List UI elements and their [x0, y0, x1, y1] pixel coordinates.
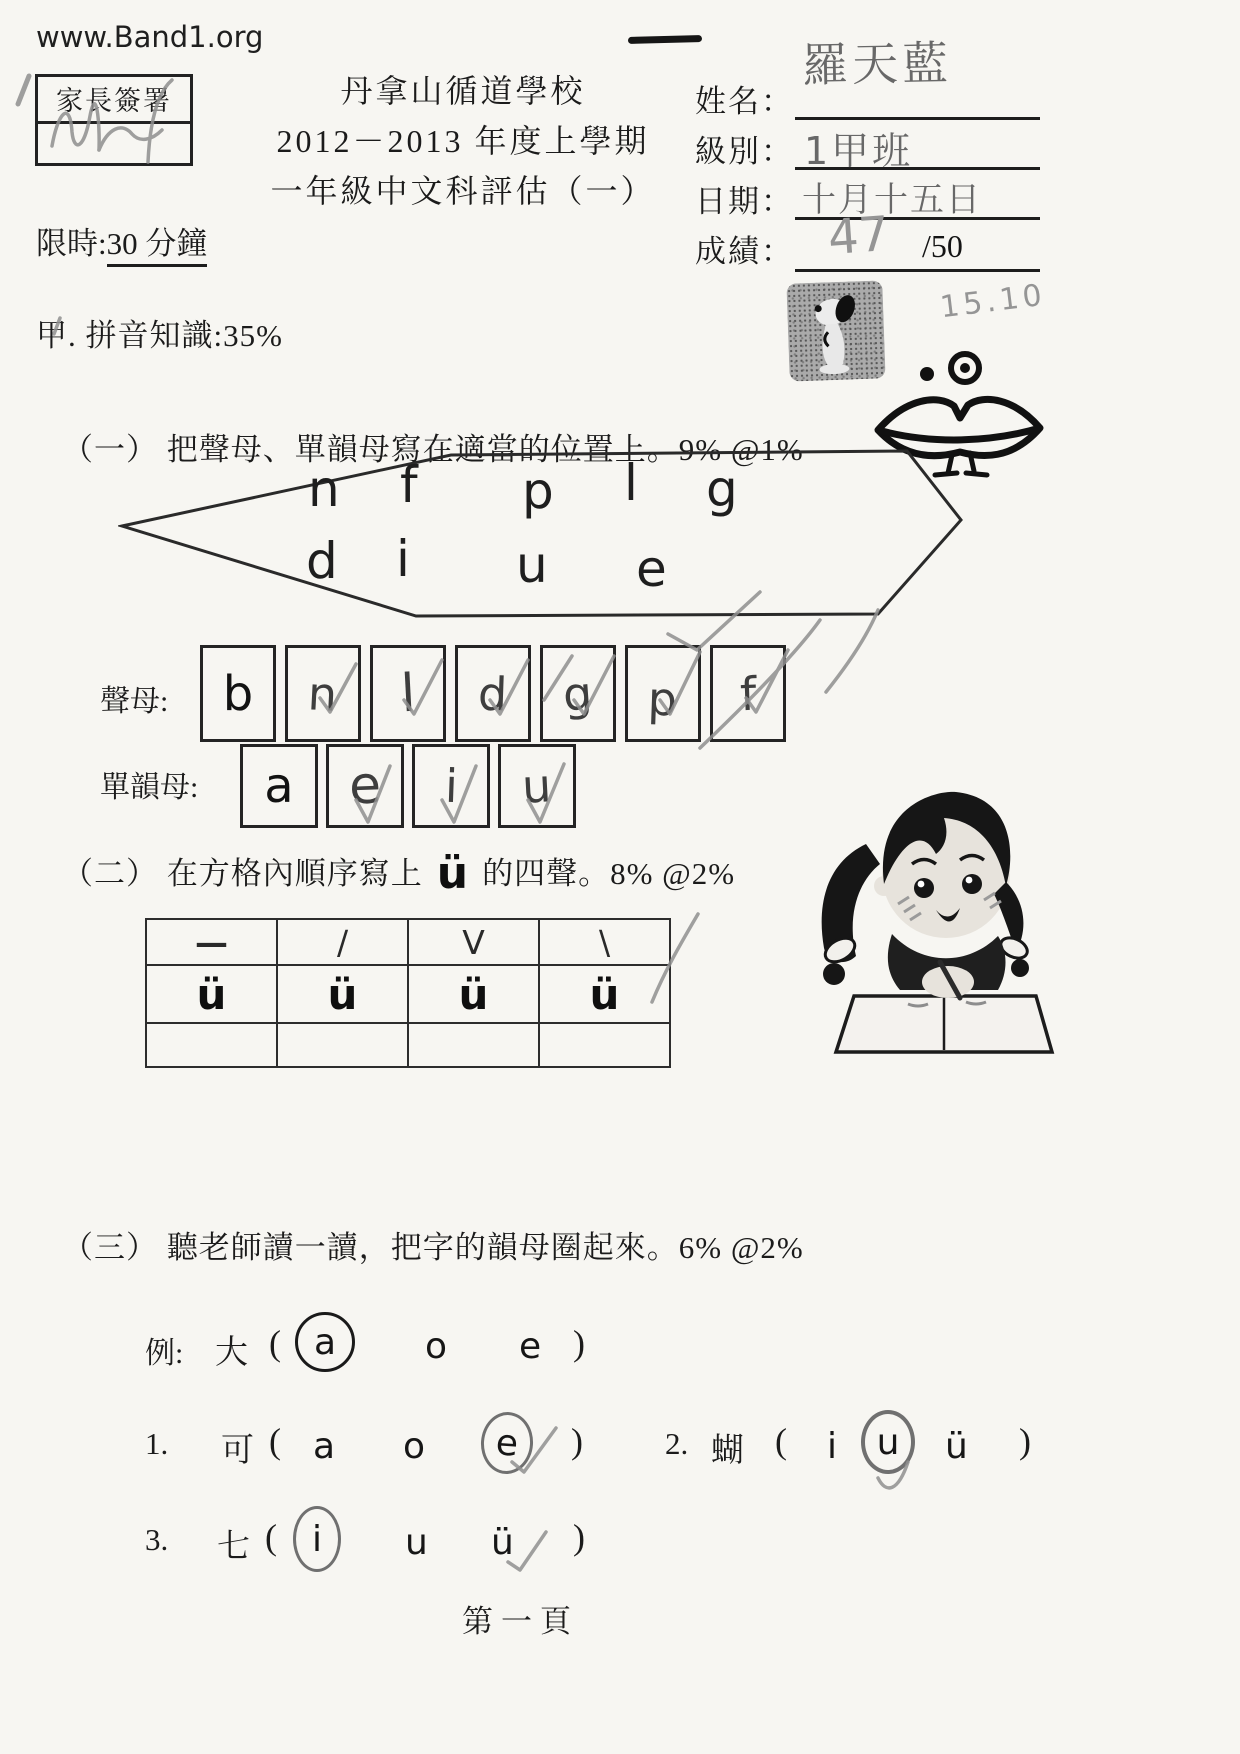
- shengmu-answer-handwritten: p: [647, 671, 679, 726]
- term-line: 2012－2013 年度上學期: [276, 123, 650, 159]
- empty-cell: [277, 1023, 408, 1067]
- shengmu-answer-handwritten: d: [477, 666, 509, 721]
- class-label: 級別：: [695, 134, 794, 169]
- score-value-handwritten: 47: [826, 205, 891, 267]
- tone-answer: ü: [196, 969, 227, 1019]
- danyunmu-box: [240, 744, 318, 828]
- open-paren: (: [269, 1421, 281, 1461]
- pool-letter: f: [400, 456, 418, 514]
- item-char: 蝴: [711, 1433, 744, 1469]
- q3-row-2: [145, 1508, 745, 1588]
- item-option: ü: [945, 1426, 968, 1467]
- parent-signature-box: [35, 74, 193, 166]
- handwritten-dash-mark: [628, 35, 702, 44]
- pencil-stroke: [826, 610, 878, 692]
- open-paren: (: [265, 1517, 277, 1557]
- score-label: 成績：: [695, 234, 794, 269]
- q3-example-row: [145, 1312, 745, 1384]
- name-label: 姓名：: [695, 84, 794, 119]
- time-limit-label: 限時:: [36, 226, 107, 261]
- empty-cell: [408, 1023, 539, 1067]
- item-char: 可: [221, 1433, 254, 1469]
- snoopy-stamp-icon: [786, 280, 885, 381]
- shengmu-answer-handwritten: l: [399, 663, 417, 724]
- date-value-handwritten: 十月十五日: [802, 180, 982, 220]
- empty-cell: [539, 1023, 670, 1067]
- example-option: e: [519, 1326, 542, 1367]
- item-option: ü: [491, 1522, 514, 1563]
- pool-letter: l: [624, 454, 638, 512]
- open-paren: (: [775, 1421, 787, 1461]
- q2-title-suffix: 的四聲。8% @2%: [482, 856, 736, 891]
- tone-marks-row: [146, 919, 670, 965]
- q3-row-1: [145, 1412, 1095, 1492]
- shengmu-answer-handwritten: f: [738, 666, 758, 721]
- tone-table: [145, 918, 671, 1068]
- danyunmu-answer-handwritten: i: [443, 758, 459, 814]
- q2-title-prefix: （二） 在方格內順序寫上: [62, 856, 423, 891]
- class-value-handwritten: 1甲班: [804, 129, 914, 173]
- example-label: 例:: [145, 1337, 184, 1370]
- shengmu-box: [540, 645, 616, 742]
- item-option: o: [403, 1426, 426, 1467]
- tone-mark-1: —: [195, 922, 228, 962]
- item-number: 2.: [665, 1426, 689, 1461]
- danyunmu-answer-handwritten: e: [347, 755, 383, 817]
- danyunmu-box: [498, 744, 576, 828]
- tone-answers-row: [146, 965, 670, 1023]
- school-name: 丹拿山循道學校: [340, 73, 586, 109]
- item-option: u: [405, 1522, 428, 1563]
- open-paren: (: [269, 1323, 281, 1363]
- title-block: [228, 66, 698, 216]
- item-option: a: [313, 1426, 336, 1467]
- item-option: i: [311, 1518, 322, 1560]
- tone-mark-4: \: [598, 922, 611, 962]
- danyunmu-label: 單韻母:: [100, 771, 199, 804]
- shengmu-box: [710, 645, 786, 742]
- item-char: 七: [217, 1529, 250, 1565]
- tone-answer: ü: [327, 969, 358, 1019]
- girl-writing-cartoon: [788, 752, 1060, 1060]
- example-option: o: [425, 1326, 448, 1367]
- item-number: 1.: [145, 1426, 169, 1461]
- tone-mark-3: V: [462, 922, 485, 962]
- pencil-slash: [18, 76, 29, 104]
- pool-letter: p: [522, 462, 554, 520]
- pencil-answer-circle: [861, 1410, 915, 1474]
- tone-answer: ü: [458, 969, 489, 1019]
- q2-title-letter: ü: [436, 848, 469, 899]
- pool-letter: i: [396, 530, 410, 588]
- snoopy-drawing: [786, 280, 885, 381]
- assessment-line: 一年級中文科評估（一）: [270, 173, 656, 209]
- marker-note-handwritten: 15.10: [938, 277, 1048, 326]
- danyunmu-answer-printed: a: [264, 758, 294, 814]
- shengmu-answer-handwritten: n: [307, 665, 339, 722]
- danyunmu-box: [412, 744, 490, 828]
- date-label: 日期：: [695, 184, 794, 219]
- item-number: 3.: [145, 1522, 169, 1557]
- section-a-heading: 甲. 拼音知識:35%: [36, 318, 283, 353]
- pool-letter: g: [706, 460, 738, 518]
- tone-empty-row: [146, 1023, 670, 1067]
- example-char: 大: [215, 1335, 248, 1371]
- q3-title: （三） 聽老師讀一讀，把字的韻母圈起來。6% @2%: [62, 1230, 804, 1265]
- pencil-answer-circle: [479, 1410, 535, 1475]
- pool-letter: e: [636, 540, 667, 598]
- shengmu-label: 聲母:: [100, 685, 169, 718]
- shengmu-answer-handwritten: g: [561, 665, 595, 722]
- pool-letter: u: [516, 536, 548, 594]
- item-option: e: [494, 1421, 520, 1465]
- example-option: a: [313, 1321, 337, 1363]
- danyunmu-answer-handwritten: u: [521, 758, 553, 814]
- close-paren: ): [573, 1517, 585, 1557]
- time-limit: [36, 218, 207, 263]
- shengmu-box: [370, 645, 446, 742]
- shengmu-box: [455, 645, 531, 742]
- empty-cell: [146, 1023, 277, 1067]
- letter-pool-hexagon: [118, 448, 963, 620]
- score-total: /50: [922, 228, 963, 264]
- close-paren: ): [1019, 1421, 1031, 1461]
- q2-title: [62, 842, 736, 899]
- shengmu-box: [200, 645, 276, 742]
- tone-answer: ü: [589, 969, 620, 1019]
- q1-title: （一） 把聲母、單韻母寫在適當的位置上。9% @1%: [62, 432, 804, 467]
- page-footer: 第一頁: [462, 1604, 579, 1639]
- watermark: www.Band1.org: [36, 20, 264, 54]
- pool-letter: n: [308, 460, 340, 518]
- danyunmu-box: [326, 744, 404, 828]
- shengmu-box: [285, 645, 361, 742]
- close-paren: ): [571, 1421, 583, 1461]
- close-paren: ): [573, 1323, 585, 1363]
- item-option: u: [876, 1421, 900, 1463]
- shengmu-box: [625, 645, 701, 742]
- shengmu-boxes: [200, 645, 786, 742]
- score-underline: [795, 269, 1040, 272]
- tone-mark-2: /: [336, 922, 349, 962]
- parent-signature-label: 家長簽署: [38, 77, 190, 124]
- name-value-handwritten: 羅天藍: [801, 35, 953, 93]
- pencil-answer-circle: [293, 1506, 341, 1572]
- pool-letter: d: [306, 532, 338, 590]
- time-limit-value: 30 分鐘: [107, 226, 208, 267]
- item-option: i: [827, 1426, 838, 1467]
- printed-answer-circle: [295, 1312, 355, 1372]
- shengmu-answer-printed: b: [222, 665, 254, 722]
- danyunmu-boxes: [240, 744, 576, 828]
